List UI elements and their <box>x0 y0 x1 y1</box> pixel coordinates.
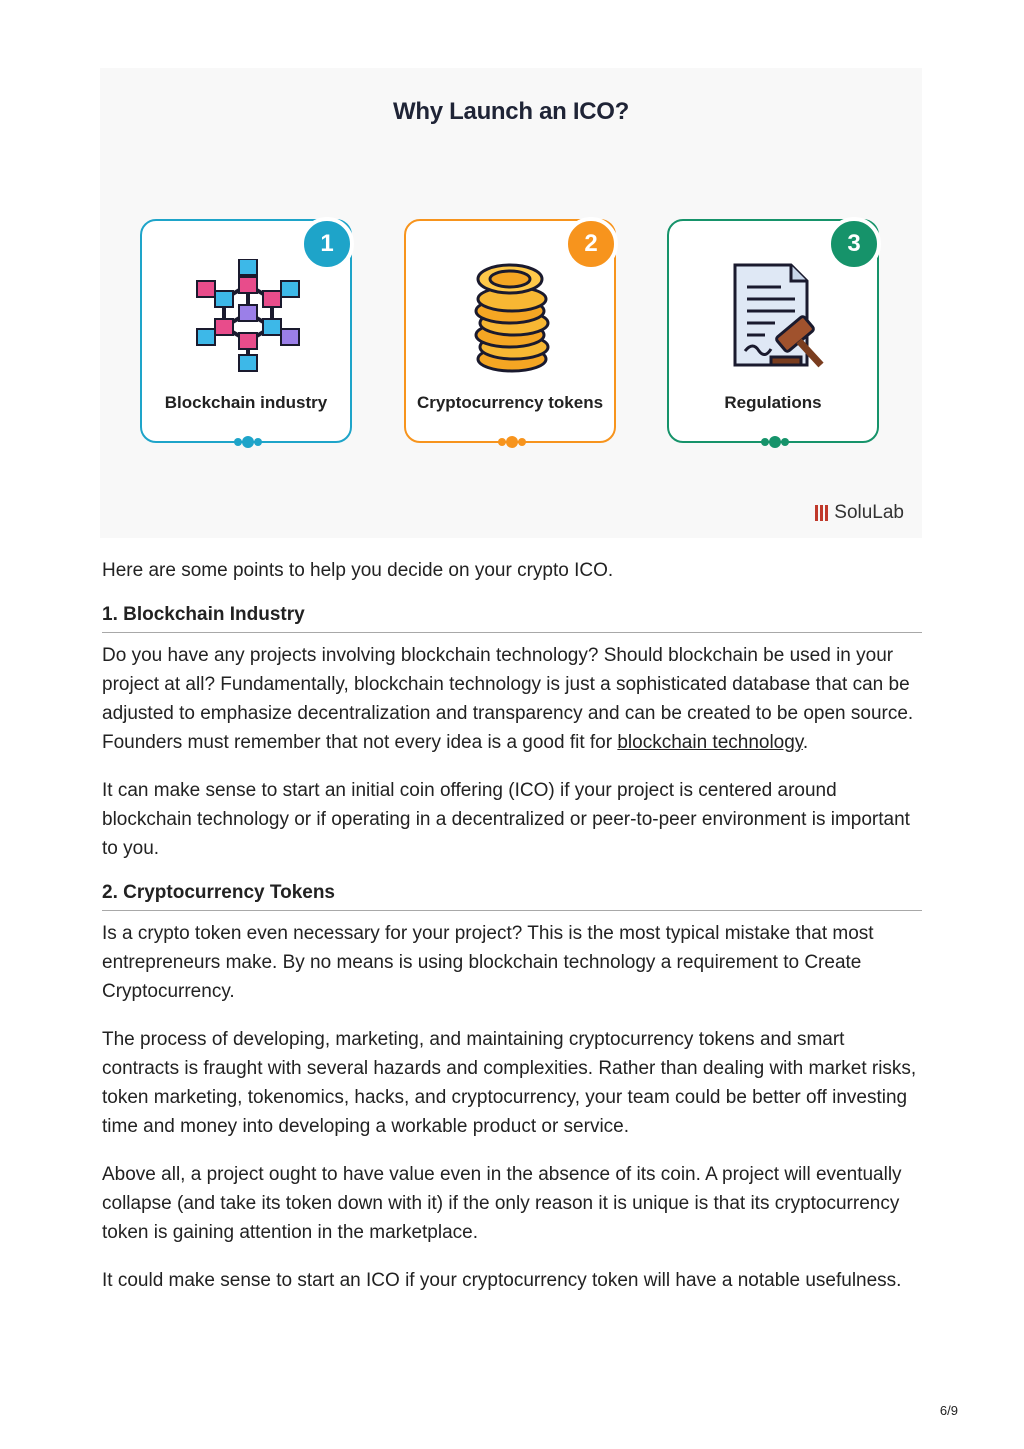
card-dots-3 <box>755 434 795 450</box>
page-number: 6/9 <box>939 1403 958 1418</box>
section2-paragraph-4: It could make sense to start an ICO if your cryptocurrency token will have a notable usefulness. <box>102 1270 902 1291</box>
card-label-2: Cryptocurrency tokens <box>416 393 604 412</box>
card-dots-2 <box>492 434 532 450</box>
article-content <box>102 556 922 1314</box>
section1-paragraph-1 <box>102 641 922 757</box>
coins-icon <box>452 259 572 379</box>
card-regulations <box>667 219 879 443</box>
blockchain-icon <box>188 259 308 379</box>
card-blockchain-industry <box>140 219 352 443</box>
brand-logo <box>815 502 904 524</box>
section2-paragraph-2: The process of developing, marketing, and maintaining cryptocurrency tokens and smart contracts is fraught with several hazards and complexities. Rather than dealing with market risks, token marketing, tokenomics, hacks, and cryptocurrency, your team could be better off investing time and money into developing a workable product or service. <box>102 1029 917 1137</box>
card-label-3: Regulations <box>724 393 822 412</box>
card-cryptocurrency-tokens <box>404 219 616 443</box>
infographic-image <box>100 68 922 538</box>
section2-paragraph-1: Is a crypto token even necessary for your project? This is the most typical mistake that most entrepreneurs make. By no means is using blockchain technology a requirement to Create Cryptocurrency. <box>102 923 874 1002</box>
section1-p1-text: Do you have any projects involving blockchain technology? Should blockchain be used in your project at all? Fundamentally, blockchain technology is just a sophisticated database that can be adjusted to emphasize decentralization and transparency and can be created to be open source. Founders must remember that not every idea is a good fit for <box>102 645 914 753</box>
infographic-title: Why Launch an ICO? <box>393 98 629 125</box>
section-heading-cryptocurrency-tokens: 2. Cryptocurrency Tokens <box>102 882 922 911</box>
blockchain-technology-link[interactable]: blockchain technology <box>617 732 803 753</box>
intro-paragraph: Here are some points to help you decide on your crypto ICO. <box>102 560 614 581</box>
card-badge-3: 3 <box>827 217 881 271</box>
section-heading-blockchain-industry: 1. Blockchain Industry <box>102 604 922 633</box>
card-dots-1 <box>228 434 268 450</box>
card-badge-2: 2 <box>564 217 618 271</box>
regulation-document-gavel-icon <box>715 259 835 379</box>
solulab-logo-icon <box>815 505 829 521</box>
section1-paragraph-2: It can make sense to start an initial coin offering (ICO) if your project is centered around blockchain technology or if operating in a decentralized or peer-to-peer environment is important to you. <box>102 780 910 859</box>
card-badge-1: 1 <box>300 217 354 271</box>
brand-name: SoluLab <box>834 502 904 523</box>
card-label-1: Blockchain industry <box>164 393 328 412</box>
section2-paragraph-3: Above all, a project ought to have value even in the absence of its coin. A project will eventually collapse (and take its token down with it) if the only reason it is unique is that its cryptocurrency token is gaining attention in the marketplace. <box>102 1164 902 1243</box>
section1-p1-end: . <box>802 732 809 753</box>
